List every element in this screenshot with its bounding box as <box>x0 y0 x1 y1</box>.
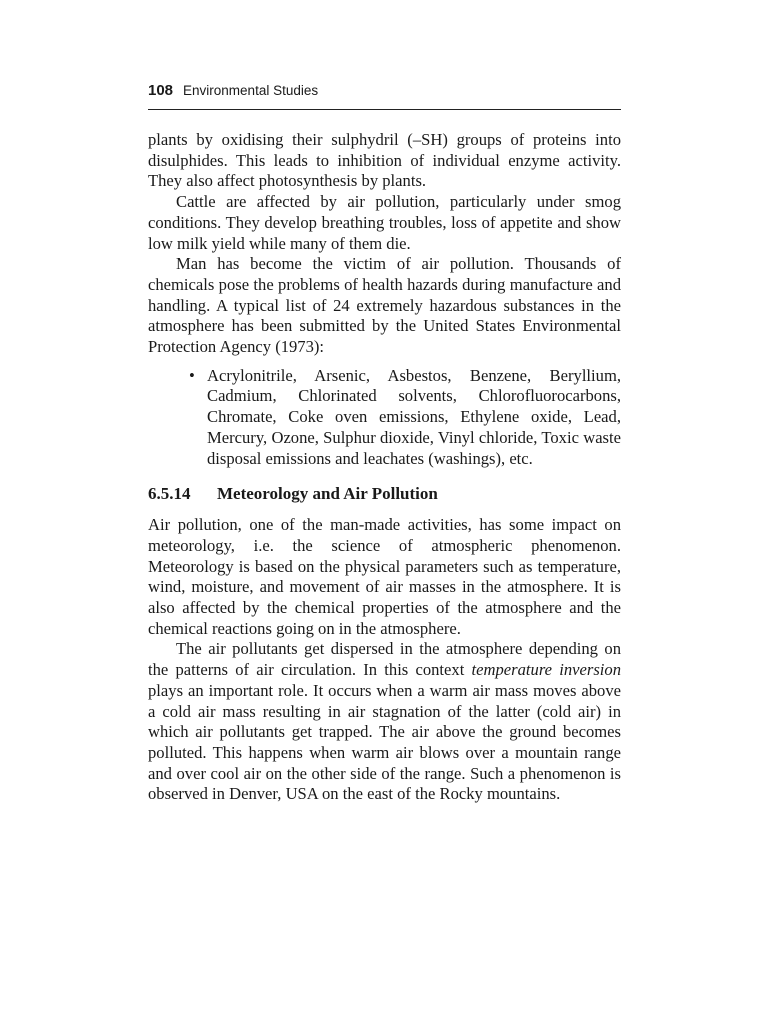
book-page <box>148 82 621 805</box>
paragraph: Cattle are affected by air pollution, particularly under smog conditions. They develop breathing troubles, loss of appetite and show low milk yield while many of them die. <box>148 192 621 253</box>
section-body <box>148 515 621 805</box>
paragraph <box>148 639 621 805</box>
running-header <box>148 82 621 110</box>
hazardous-substances-list <box>148 366 621 470</box>
body-text <box>148 130 621 469</box>
italic-term: temperature inversion <box>471 660 621 680</box>
section-number: 6.5.14 <box>148 484 191 504</box>
section-title: Meteorology and Air Pollution <box>217 484 438 504</box>
book-title: Environmental Studies <box>183 83 319 98</box>
text-run: The air pollutants get dispersed in the atmosphere depending on the patterns of air circulation. In this context <box>148 639 621 680</box>
section-heading <box>148 484 621 504</box>
paragraph: Air pollution, one of the man-made activities, has some impact on meteorology, i.e. the science of atmospheric phenomenon. Meteorology is based on the physical parameters such as temperature, wind, moisture, and movement of air masses in the atmosphere. It is also affected by the chemical properties of the atmosphere and the chemical reactions going on in the atmosphere. <box>148 515 621 638</box>
list-item-text: Acrylonitrile, Arsenic, Asbestos, Benzene, Beryllium, Cadmium, Chlorinated solvents, Chlorofluorocarbons, Chromate, Coke oven emissions, Ethylene oxide, Lead, Mercury, Ozone, Sulphur dioxide, Vinyl chloride, Toxic waste disposal emissions and leachates (washings), etc. <box>207 365 621 468</box>
page-number: 108 <box>148 82 174 99</box>
bullet-icon: • <box>189 365 195 385</box>
list-item <box>189 365 621 470</box>
paragraph: Man has become the victim of air pollution. Thousands of chemicals pose the problems of health hazards during manufacture and handling. A typical list of 24 extremely hazardous substances in the atmosphere has been submitted by the United States Environmental Protection Agency (1973): <box>148 254 621 357</box>
text-run: plays an important role. It occurs when a warm air mass moves above a cold air mass resulting in air stagnation of the latter (cold air) in which air pollutants get trapped. The air above the ground becomes polluted. This happens when warm air blows over a mountain range and over cool air on the other side of the range. Such a phenomenon is observed in Denver, USA on the east of the Rocky mountains. <box>148 680 621 804</box>
paragraph: plants by oxidising their sulphydril (–SH) groups of proteins into disulphides. This leads to inhibition of individual enzyme activity. They also affect photosynthesis by plants. <box>148 130 621 191</box>
